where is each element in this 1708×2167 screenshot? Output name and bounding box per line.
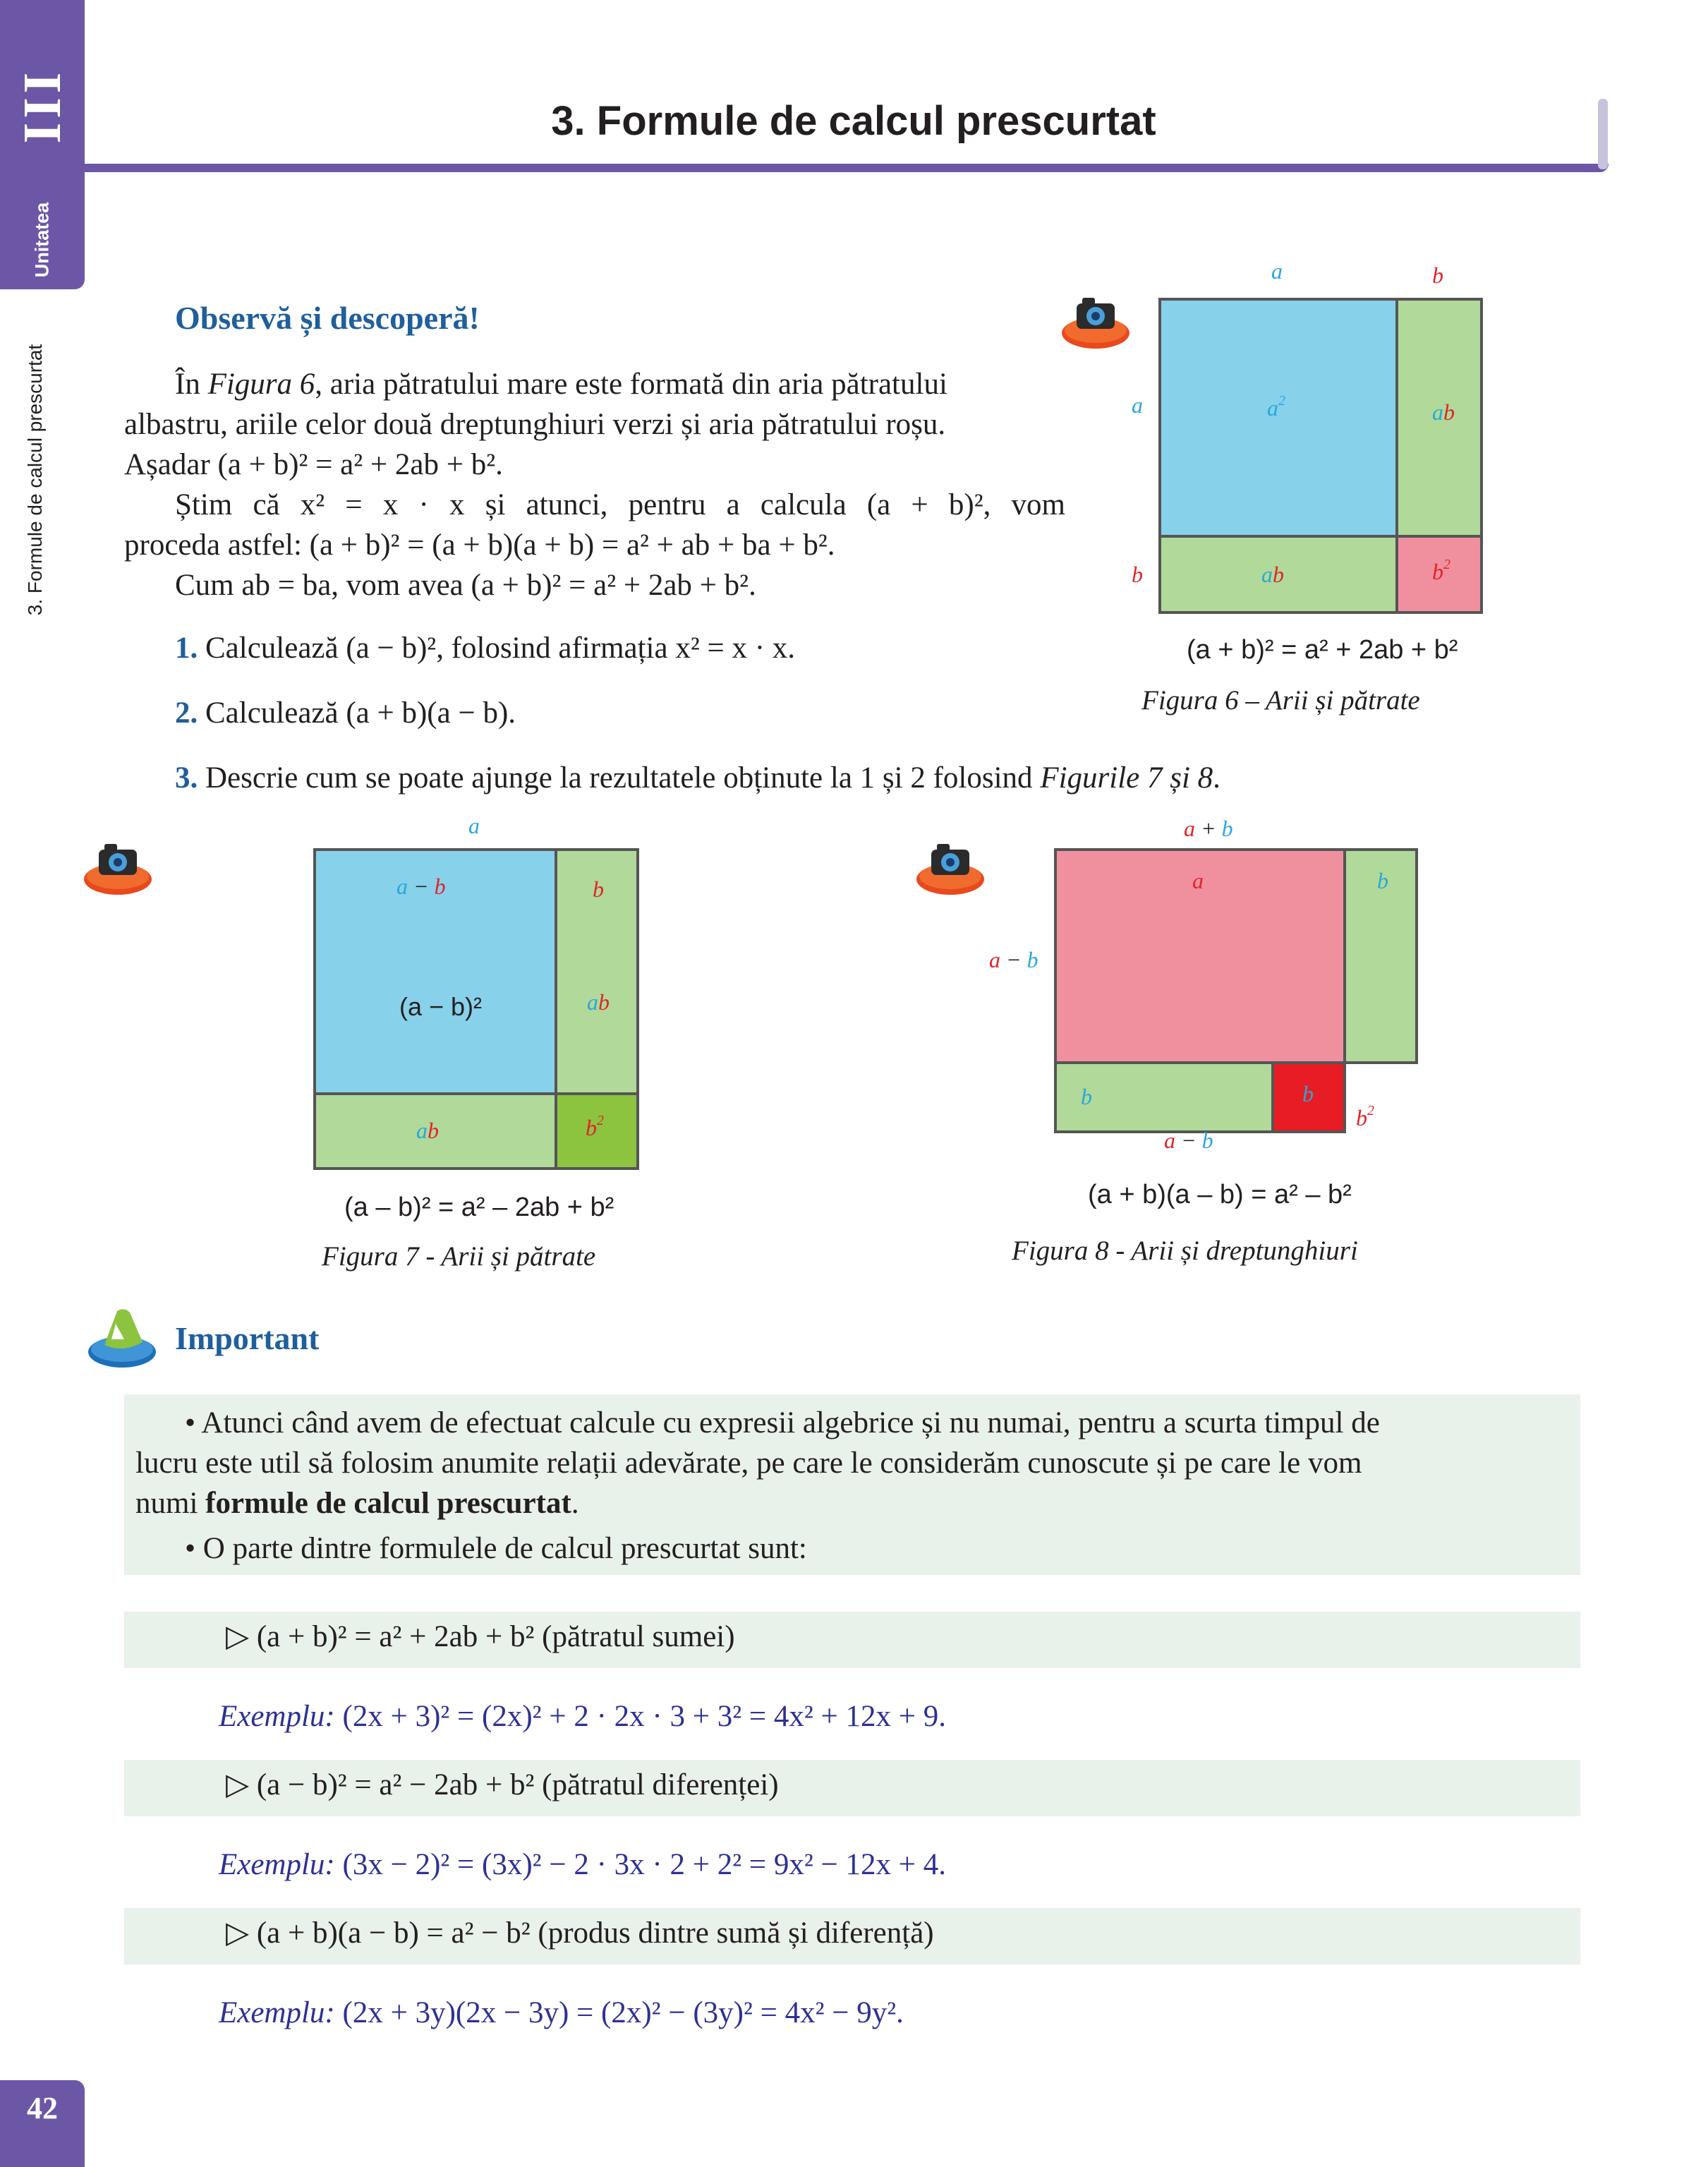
fig6-top-b: b — [1432, 262, 1443, 288]
observe-paragraph-1-line2: albastru, ariile celor două dreptunghiuri verzi și aria pătratului roșu. — [124, 408, 946, 441]
fig6-caption: Figura 6 – Arii și pătrate — [1141, 685, 1420, 716]
fig7-label-right-b: b — [593, 876, 604, 902]
camera-icon — [79, 835, 157, 899]
fig6-top-a: a — [1271, 258, 1283, 284]
unit-label: Unitatea — [31, 202, 53, 278]
fig6-label-ab-bottom — [1261, 562, 1284, 588]
task-2-number: 2. — [175, 696, 198, 730]
example-1-text: (2x + 3)² = (2x)² + 2 · 2x · 3 + 3² = 4x² + 12x + 9. — [342, 1700, 947, 1733]
task-3-text: Descrie cum se poate ajunge la rezultatele obținute la 1 și 2 folosind — [205, 761, 1041, 795]
fig6-abr-a: a — [1432, 399, 1443, 425]
task-3-end: . — [1213, 761, 1221, 795]
observe-paragraph-3: Cum ab = ba, vom avea (a + b)² = a² + 2ab + b². — [175, 569, 756, 602]
figure-8 — [988, 804, 1467, 1284]
fig7-formula: (a – b)² = a² – 2ab + b² — [344, 1193, 614, 1222]
unit-label-wrap — [0, 183, 85, 296]
important-icon — [83, 1303, 161, 1373]
formula-1: ▷ (a + b)² = a² + 2ab + b² (pătratul sumei) — [226, 1620, 735, 1653]
fig8-bottom-label — [1164, 1128, 1213, 1154]
observe-paragraph-2-line1: Știm că x² = x · x și atunci, pentru a calcula (a + b)², vom — [175, 488, 1065, 521]
fig6-left-b: b — [1132, 562, 1143, 587]
fig8-label-red-b: b — [1302, 1081, 1314, 1106]
fig7-amb-op: − — [408, 874, 435, 899]
observe-paragraph-1-line1 — [175, 364, 1064, 404]
fig7-label-a-minus-b — [396, 874, 446, 900]
example-2-text: (3x − 2)² = (3x)² − 2 · 3x · 2 + 2² = 9x² − 12x + 4. — [342, 1848, 947, 1881]
task-2 — [175, 693, 516, 733]
fig8-formula: (a + b)(a – b) = a² – b² — [1088, 1180, 1352, 1209]
task-3-number: 3. — [175, 761, 198, 795]
fig6-b2-exp: 2 — [1443, 557, 1450, 573]
fig8-left-label — [989, 947, 1038, 973]
fig7-bab-b: b — [428, 1118, 439, 1143]
fig8-bottom-op: − — [1175, 1128, 1202, 1153]
fig8-label-outer-b2 — [1356, 1105, 1374, 1131]
fig8-top-a: a — [1184, 816, 1195, 841]
fig6-label-a2 — [1267, 395, 1285, 421]
fig6-abr-b: b — [1443, 399, 1455, 425]
fig7-b2-base: b — [586, 1115, 597, 1140]
fig6-a2-exp: 2 — [1278, 393, 1285, 409]
b1-line3-bold: formule de calcul prescurtat — [205, 1487, 571, 1520]
fig7-label-b2 — [586, 1115, 604, 1141]
title-underline — [85, 164, 1609, 172]
page-title: 3. Formule de calcul prescurtat — [551, 98, 1156, 144]
example-1 — [219, 1699, 946, 1734]
page-number: 42 — [27, 2091, 58, 2125]
b1-line3-text: numi — [135, 1487, 206, 1520]
p1-text-a: În — [175, 368, 208, 401]
formula-2: ▷ (a − b)² = a² − 2ab + b² (pătratul diferenței) — [226, 1768, 779, 1801]
fig8-left-op: − — [1000, 947, 1027, 972]
fig6-label-ab-right — [1432, 399, 1455, 425]
fig7-rab-b: b — [598, 989, 610, 1015]
fig8-top-b: b — [1221, 816, 1233, 841]
fig6-abb-a: a — [1261, 562, 1273, 587]
fig8-b2-base: b — [1356, 1105, 1367, 1130]
fig8-caption: Figura 8 - Arii și dreptunghiuri — [1012, 1236, 1358, 1266]
camera-icon — [911, 835, 989, 899]
fig6-b2-base: b — [1432, 559, 1443, 584]
task-3-figure-ref: Figurile 7 și 8 — [1040, 761, 1213, 795]
example-2 — [219, 1847, 946, 1882]
fig8-bottom-a: a — [1164, 1128, 1175, 1153]
fig7-label-right-ab — [587, 989, 610, 1015]
formula-3: ▷ (a + b)(a − b) = a² − b² (produs dintre sumă și diferență) — [226, 1917, 934, 1950]
fig7-bab-a: a — [416, 1118, 428, 1143]
fig7-rab-a: a — [587, 989, 598, 1015]
fig7-amb-b: b — [434, 874, 446, 899]
fig8-bottom-b: b — [1201, 1128, 1213, 1153]
observe-heading: Observă și descoperă! — [175, 300, 480, 336]
observe-paragraph-1-line3: Așadar (a + b)² = a² + 2ab + b². — [124, 448, 503, 481]
fig7-amb-a: a — [396, 874, 408, 899]
important-bullet-1-line3 — [135, 1483, 579, 1523]
example-3 — [219, 1996, 904, 2030]
figure-7 — [296, 804, 691, 1284]
fig8-label-a: a — [1192, 868, 1204, 893]
fig8-top-label — [1184, 816, 1233, 842]
side-title-wrap — [14, 310, 56, 649]
example-3-text: (2x + 3y)(2x − 3y) = (2x)² − (3y)² = 4x² − 9y². — [342, 1996, 904, 2029]
fig8-top-op: + — [1195, 816, 1222, 841]
fig8-label-right-b: b — [1377, 868, 1388, 893]
fig6-abb-b: b — [1273, 562, 1284, 587]
unit-number: III — [12, 68, 72, 144]
task-3 — [175, 758, 1221, 798]
important-bullet-1-line2: lucru este util să folosim anumite relații adevărate, pe care le considerăm cunoscute și pe care le vom — [135, 1447, 1362, 1480]
important-heading: Important — [175, 1320, 320, 1356]
example-1-label: Exemplu: — [219, 1700, 335, 1733]
fig6-label-b2 — [1432, 559, 1450, 585]
fig8-left-a: a — [989, 947, 1000, 972]
example-2-label: Exemplu: — [219, 1848, 335, 1881]
fig8-left-b: b — [1026, 947, 1038, 972]
figure-6 — [1122, 254, 1517, 748]
important-bullet-2: • O parte dintre formulele de calcul prescurtat sunt: — [185, 1532, 807, 1565]
fig8-label-bottom-b: b — [1081, 1084, 1092, 1109]
fig7-top-a: a — [468, 813, 480, 838]
observe-paragraph-2-line2: proceda astfel: (a + b)² = (a + b)(a + b) = a² + ab + ba + b². — [124, 529, 835, 562]
fig6-formula: (a + b)² = a² + 2ab + b² — [1187, 635, 1458, 665]
fig7-center-label: (a − b)² — [399, 992, 483, 1021]
fig6-a2-base: a — [1267, 395, 1278, 421]
important-bullet-1-line1: • Atunci când avem de efectuat calcule cu expresii algebrice și nu numai, pentru a scurta timpul de — [185, 1406, 1380, 1439]
fig8-b2-exp: 2 — [1367, 1103, 1374, 1119]
fig7-b2-exp: 2 — [597, 1113, 604, 1129]
side-title: 3. Formule de calcul prescurtat — [24, 344, 46, 616]
example-3-label: Exemplu: — [219, 1996, 335, 2029]
fig6-left-a: a — [1132, 392, 1143, 418]
task-1-text: Calculează (a − b)², folosind afirmația x² = x · x. — [205, 632, 796, 665]
p1-figure-ref: Figura 6 — [207, 368, 315, 401]
task-1-number: 1. — [175, 632, 198, 665]
task-2-text: Calculează (a + b)(a − b). — [205, 696, 516, 730]
fig7-caption: Figura 7 - Arii și pătrate — [322, 1241, 596, 1272]
fig7-label-bottom-ab — [416, 1118, 439, 1144]
b1-line3-end: . — [571, 1487, 579, 1520]
p1-text-b: , aria pătratului mare este formată din aria pătratului — [315, 368, 947, 401]
task-1 — [175, 628, 795, 668]
title-bracket — [1598, 99, 1608, 169]
